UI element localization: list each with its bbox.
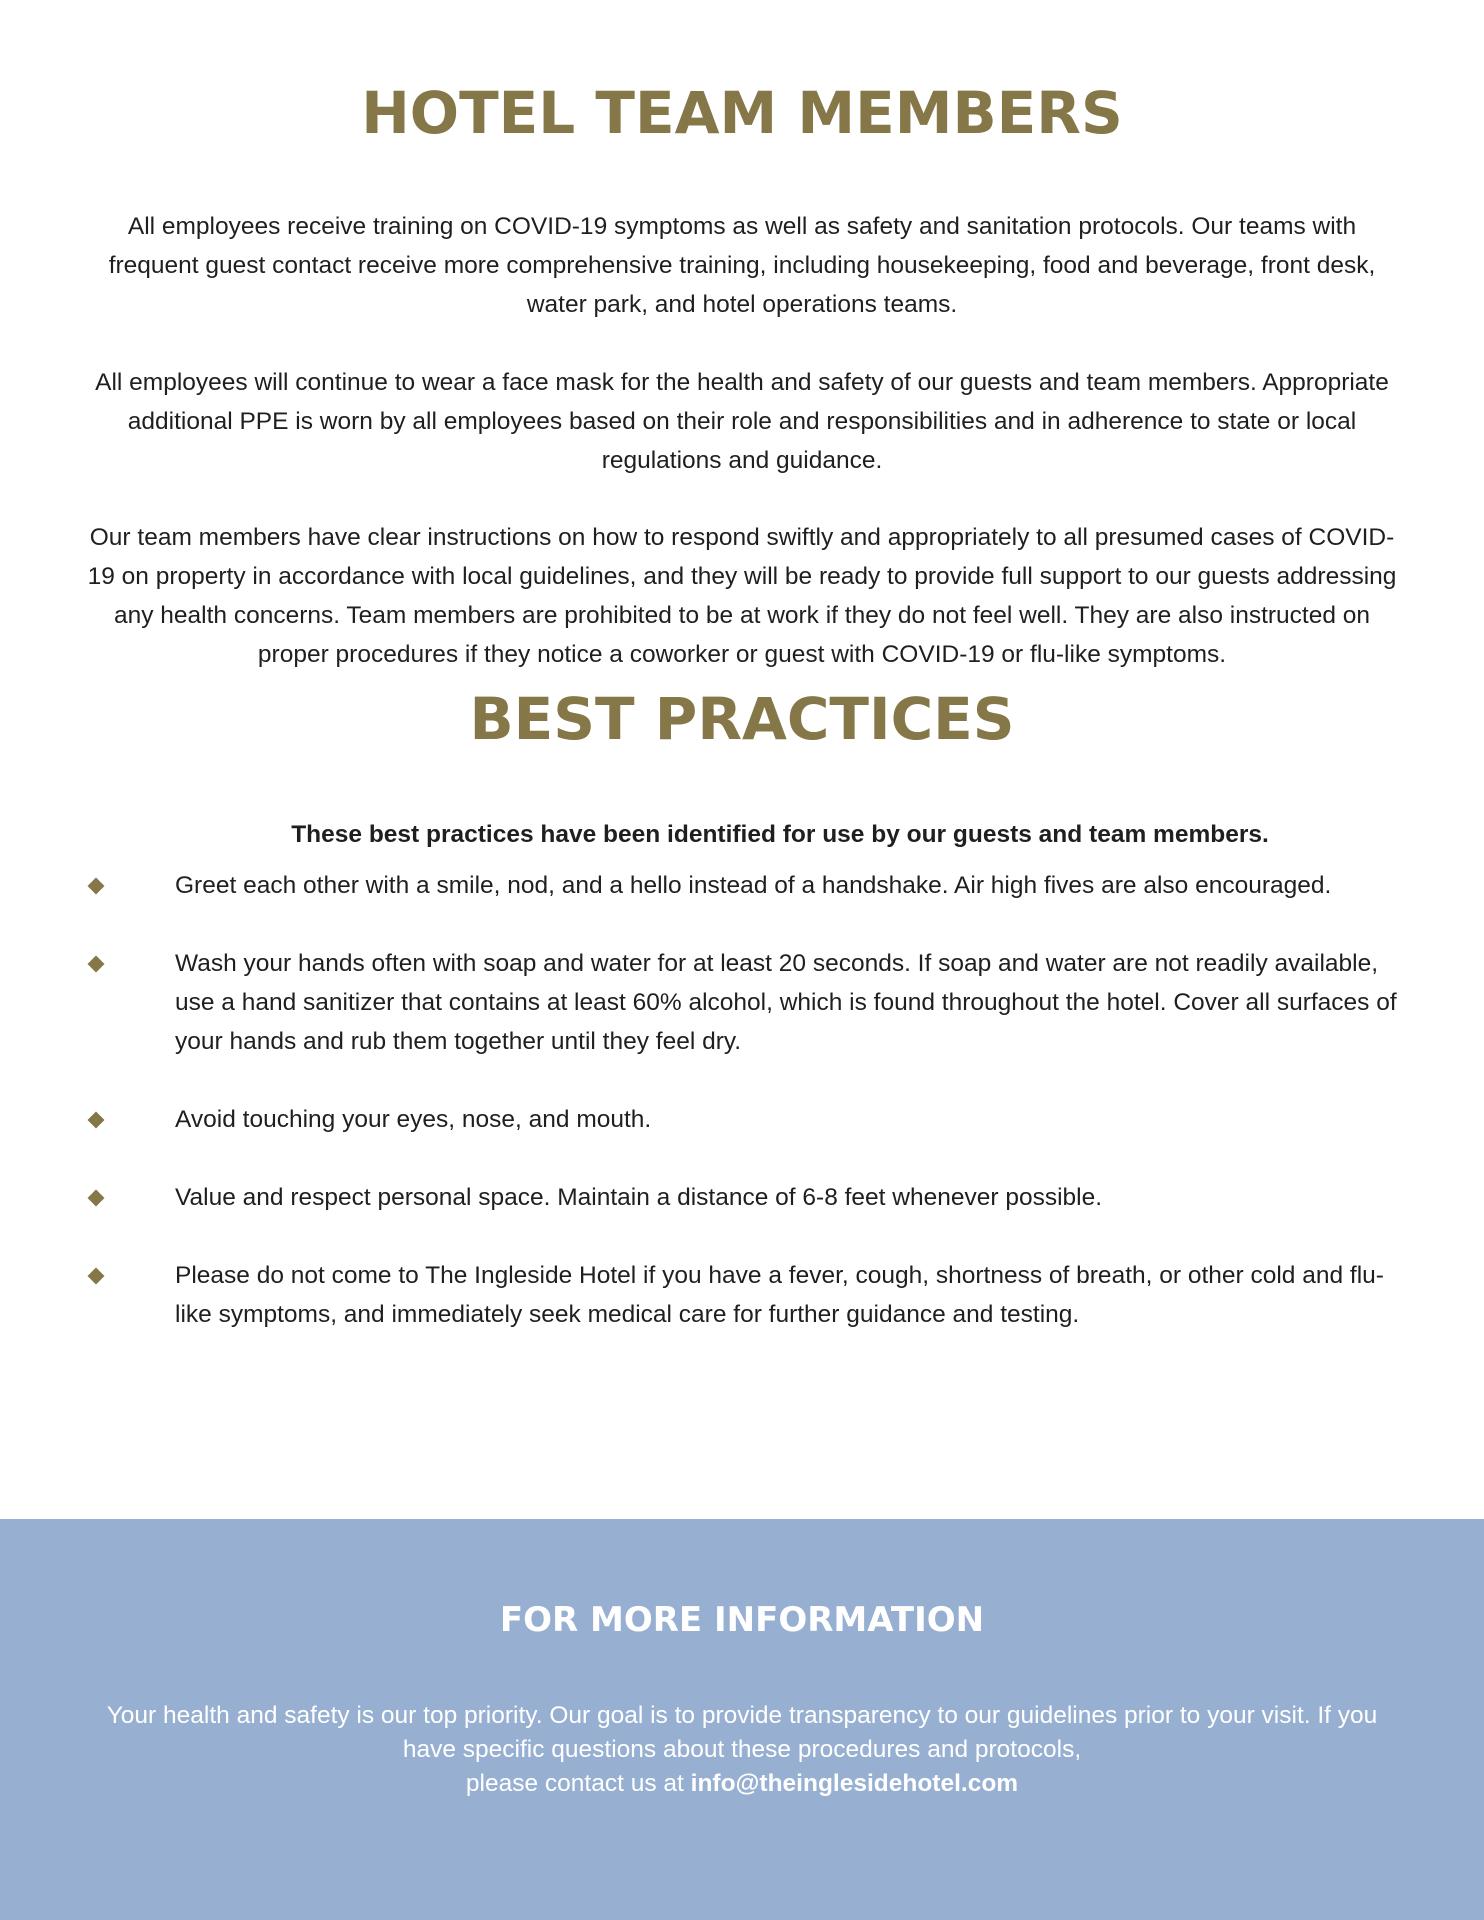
- best-practices-intro: These best practices have been identified for use by our guests and team members.: [291, 820, 1269, 848]
- footer-text: [90, 1699, 1394, 1801]
- footer-title: FOR MORE INFORMATION: [499, 1600, 985, 1640]
- team-members-title: HOTEL TEAM MEMBERS: [361, 79, 1123, 147]
- list-item: [84, 1178, 1404, 1217]
- best-practices-title: BEST PRACTICES: [469, 685, 1015, 753]
- contact-email-link[interactable]: info@theinglesidehotel.com: [690, 1769, 1019, 1797]
- practice-text: Please do not come to The Ingleside Hotel if you have a fever, cough, shortness of breath, or other cold and flu-like symptoms, and immediately seek medical care for further guidance and testing.: [175, 1262, 1384, 1328]
- diamond-bullet-icon: [88, 1268, 105, 1285]
- diamond-bullet-icon: [88, 1112, 105, 1129]
- training-paragraph: All employees receive training on COVID-19 symptoms as well as safety and sanitation protocols. Our teams with frequent guest contact receive more comprehensive training, including housekeeping, food and beverage, front desk, water park, and hotel operations teams.: [108, 212, 1376, 318]
- diamond-bullet-icon: [88, 956, 105, 973]
- list-item: [84, 944, 1404, 1061]
- contact-prefix: please contact us at: [465, 1769, 684, 1797]
- practice-text: Value and respect personal space. Maintain a distance of 6-8 feet whenever possible.: [175, 1184, 1103, 1211]
- list-item: [84, 1256, 1404, 1334]
- more-information-footer: [0, 1519, 1484, 1920]
- diamond-bullet-icon: [88, 878, 105, 895]
- instructions-paragraph: Our team members have clear instructions on how to respond swiftly and appropriately to all presumed cases of COVID-19 on property in accordance with local guidelines, and they will be ready to provide full support to our guests addressing any health concerns. Team members are prohibited to be at work if they do not feel well. They are also instructed on proper procedures if they notice a coworker or guest with COVID-19 or flu-like symptoms.: [87, 523, 1397, 668]
- diamond-bullet-icon: [88, 1190, 105, 1207]
- practice-text: Avoid touching your eyes, nose, and mouth.: [175, 1106, 652, 1133]
- footer-message: Your health and safety is our top priority. Our goal is to provide transparency to our guidelines prior to your visit. If you have specific questions about these procedures and protocols,: [106, 1701, 1378, 1763]
- list-item: [84, 1100, 1404, 1139]
- practice-text: Greet each other with a smile, nod, and a hello instead of a handshake. Air high fives are also encouraged.: [175, 872, 1332, 899]
- list-item: [84, 866, 1404, 905]
- best-practices-list: [84, 866, 1404, 1373]
- practice-text: Wash your hands often with soap and water for at least 20 seconds. If soap and water are not readily available, use a hand sanitizer that contains at least 60% alcohol, which is found throughout the hotel. Cover all surfaces of your hands and rub them together until they feel dry.: [175, 950, 1397, 1055]
- face-mask-paragraph: All employees will continue to wear a face mask for the health and safety of our guests and team members. Appropriate additional PPE is worn by all employees based on their role and responsibilities and in adherence to state or local regulations and guidance.: [95, 368, 1389, 474]
